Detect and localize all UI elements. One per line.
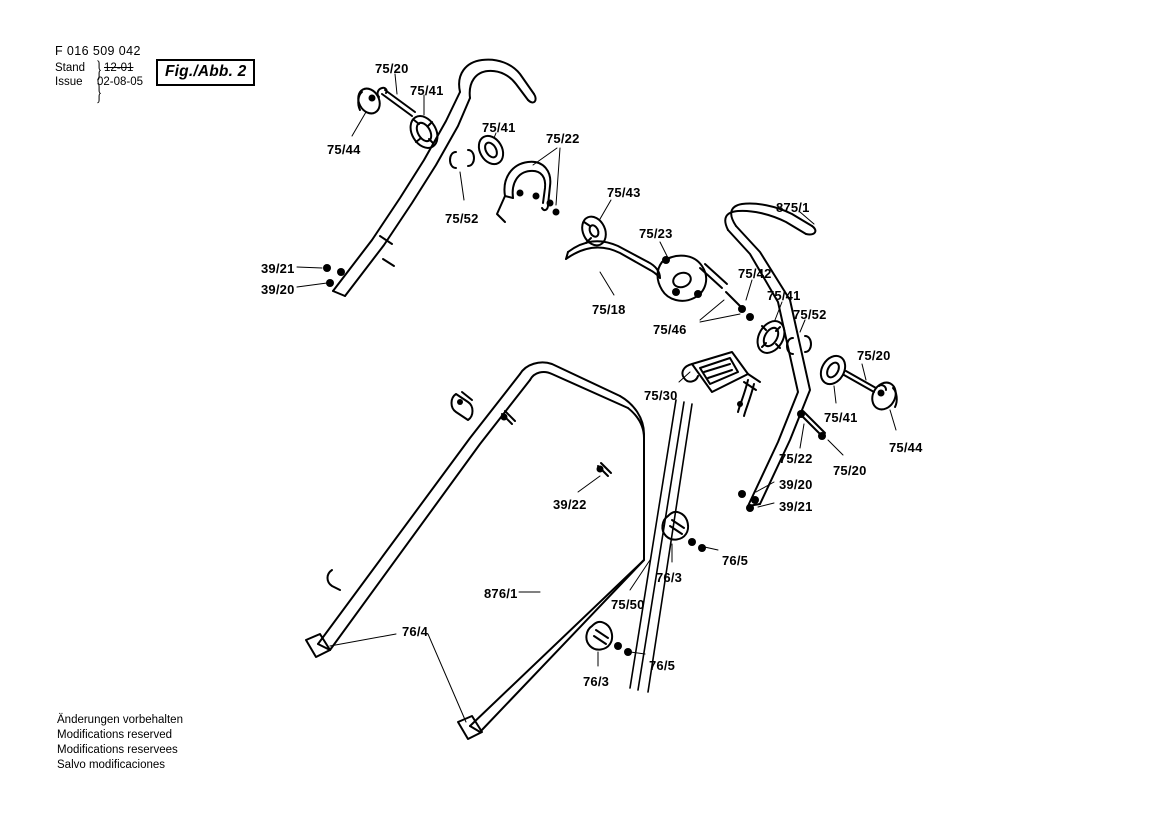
date-issue: 02-08-05 <box>97 76 144 88</box>
callout-75-44-b: 75/44 <box>889 440 923 455</box>
lever-75-23 <box>658 256 728 301</box>
washer-75-41-left <box>405 111 443 152</box>
callout-39-21-b: 39/21 <box>779 499 813 514</box>
callout-75-42: 75/42 <box>738 266 772 281</box>
cable-clip-upper <box>662 512 706 552</box>
cable-clip-lower <box>586 622 632 656</box>
callout-75-30: 75/30 <box>644 388 678 403</box>
switch-box-75-30 <box>682 352 760 392</box>
frame-clamp <box>328 392 473 590</box>
callout-75-23: 75/23 <box>639 226 673 241</box>
footer-line-de: Änderungen vorbehalten <box>57 714 183 726</box>
callout-39-20-b: 39/20 <box>779 477 813 492</box>
callout-75-22-a: 75/22 <box>546 131 580 146</box>
callout-75-20-a: 75/20 <box>375 61 409 76</box>
callout-76-3-b: 76/3 <box>583 674 610 689</box>
callout-75-52-a: 75/52 <box>445 211 479 226</box>
callout-75-41-b: 75/41 <box>482 120 516 135</box>
callout-39-22: 39/22 <box>553 497 587 512</box>
issue-label: Issue <box>55 76 83 88</box>
callout-75-41-a: 75/41 <box>410 83 444 98</box>
bracket-75-22 <box>497 162 550 222</box>
right-tube-fasteners <box>738 490 759 512</box>
footer-disclaimer <box>57 713 183 773</box>
footer-line-es: Salvo modificaciones <box>57 759 166 771</box>
callout-75-41-c: 75/41 <box>767 288 801 303</box>
callout-75-20-b: 75/20 <box>857 348 891 363</box>
washer-75-41-mid <box>474 132 508 169</box>
callout-75-20-c: 75/20 <box>833 463 867 478</box>
screws-39-22 <box>501 411 612 476</box>
footer-line-fr: Modifications reservees <box>57 744 178 756</box>
washer-75-41-right <box>752 316 790 357</box>
date-superseded: 12-01 <box>104 62 134 74</box>
figure-label: Fig./Abb. 2 <box>156 59 255 86</box>
callout-75-52-b: 75/52 <box>793 307 827 322</box>
clips-75-52-left <box>450 150 474 168</box>
stand-label: Stand <box>55 62 86 74</box>
callout-39-20-a: 39/20 <box>261 282 295 297</box>
switch-cable <box>737 380 754 416</box>
callout-876-1: 876/1 <box>484 586 518 601</box>
part-number: F 016 509 042 <box>55 44 141 58</box>
callout-75-22-b: 75/22 <box>779 451 813 466</box>
callout-76-5-a: 76/5 <box>722 553 749 568</box>
callout-75-44-a: 75/44 <box>327 142 361 157</box>
callout-76-4: 76/4 <box>402 624 429 639</box>
callout-76-3-a: 76/3 <box>656 570 683 585</box>
callout-76-5-b: 76/5 <box>649 658 676 673</box>
callout-75-50: 75/50 <box>611 597 645 612</box>
knob-75-44-right <box>868 378 901 413</box>
callout-75-46: 75/46 <box>653 322 687 337</box>
left-tube-fastener-leaders <box>297 267 327 287</box>
pin-75-42 <box>726 292 754 321</box>
cables-75-50 <box>630 400 692 692</box>
bracket-75-22-fasteners <box>517 190 560 216</box>
footer-line-en: Modifications reserved <box>57 729 173 741</box>
washer-75-41-lower-right <box>816 352 850 389</box>
brace-glyph: } } <box>96 57 103 105</box>
cable-bar-75-18 <box>566 241 660 278</box>
callout-75-41-d: 75/41 <box>824 410 858 425</box>
callout-75-18: 75/18 <box>592 302 626 317</box>
right-tube-bolt-75-20 <box>797 410 826 440</box>
callout-875-1: 875/1 <box>776 200 810 215</box>
callout-39-21-a: 39/21 <box>261 261 295 276</box>
callout-75-43: 75/43 <box>607 185 641 200</box>
